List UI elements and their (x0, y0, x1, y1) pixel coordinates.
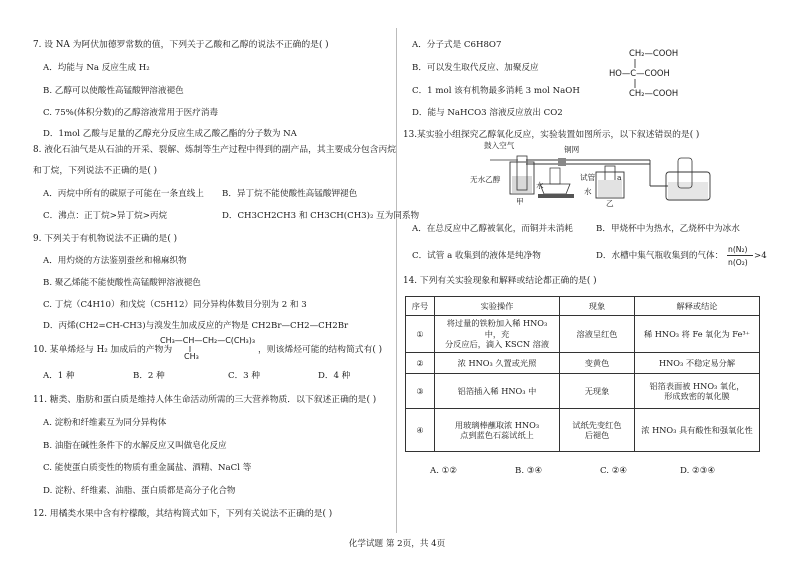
q9-stem: 9. 下列关于有机物说法不正确的是( ) (33, 234, 178, 244)
row-conclusion: HNO₃ 不稳定易分解 (635, 353, 760, 374)
q7-stem: 7. 设 NA 为阿伏加德罗常数的值，下列关于乙酸和乙醇的说法不正确的是( ) (33, 40, 329, 50)
q8-stem-line1: 8. 液化石油气是从石油的开采、裂解、炼制等生产过程中得到的副产品，其主要成分包含丙烷 (33, 145, 397, 155)
citric-row-2: HO—C—COOH (609, 68, 670, 78)
q14-table (405, 296, 760, 452)
citric-row-1: CH₂—COOH (629, 48, 679, 58)
row-number: ③ (406, 374, 435, 409)
label-test-tube: 试管 (580, 173, 596, 182)
header-number: 序号 (406, 297, 435, 316)
row-number: ② (406, 353, 435, 374)
citric-bonds (605, 48, 715, 104)
conclusion-line: 形成致密的氧化膜 (664, 391, 730, 401)
q9-option-d: D．丙烯(CH2=CH-CH3)与溴发生加成反应的产物是 CH2Br—CH2—CH2Br (43, 321, 349, 331)
q13-stem: 13.某实验小组探究乙醇氧化反应，实验装置如图所示，以下叙述错误的是( ) (403, 130, 700, 140)
row-phenomenon (560, 409, 635, 452)
header-phenomenon: 现象 (560, 297, 635, 316)
q10-stem-b: ，则该烯烃可能的结构简式有( ) (258, 345, 383, 355)
q10-branch-bond (160, 337, 260, 363)
row-conclusion: 浓 HNO₃ 具有酸性和强氧化性 (635, 409, 760, 452)
q14-option-d: D. ②③④ (680, 466, 716, 476)
q14-stem: 14. 下列有关实验现象和解释或结论都正确的是( ) (403, 276, 597, 286)
row-conclusion: 稀 HNO₃ 将 Fe 氧化为 Fe³⁺ (635, 316, 760, 353)
q11-stem: 11. 糖类、脂肪和蛋白质是维持人体生命活动所需的三大营养物质．以下叙述正确的是( ) (33, 395, 377, 405)
q7-option-c: C. 75%(体积分数)的乙醇溶液常用于医疗消毒 (43, 108, 219, 118)
label-beaker-yi: 乙 (606, 199, 614, 208)
q11-option-a: A. 淀粉和纤维素互为同分异构体 (43, 418, 167, 428)
q10-stem-a: 10. 某单烯烃与 H₂ 加成后的产物为 (33, 345, 173, 355)
q12-stem: 12. 用橘类水果中含有柠檬酸，其结构简式如下，下列有关说法不正确的是( ) (33, 509, 333, 519)
table-header-row (406, 297, 760, 316)
table-row (406, 316, 760, 353)
row-number: ④ (406, 409, 435, 452)
q10-option-d: D．4 种 (318, 371, 351, 381)
q8-option-d: D．CH3CH2CH3 和 CH3CH(CH3)₂ 互为同系物 (222, 211, 420, 221)
label-tube-a: a (617, 173, 622, 182)
header-conclusion: 解释或结论 (635, 297, 760, 316)
operation-line: 用玻璃棒蘸取浓 HNO₃ (454, 419, 540, 430)
q11-option-c: C. 能使蛋白质变性的物质有重金属盐、酒精、NaCl 等 (43, 463, 252, 473)
q13-fraction-numerator: n(N₂) (728, 245, 748, 254)
q10-structure (160, 337, 260, 363)
q11-option-d: D. 淀粉、纤维素、油脂、蛋白质都是高分子化合物 (43, 486, 236, 496)
row-operation (435, 409, 560, 452)
row-number: ① (406, 316, 435, 353)
operation-line: 点到蓝色石蕊试纸上 (460, 430, 534, 440)
q9-option-b: B. 聚乙烯能不能使酸性高锰酸钾溶液褪色 (43, 278, 201, 288)
operation-line: 将过量的铁粉加入稀 HNO₃ 中，充 (446, 318, 548, 339)
q8-option-a: A．丙烷中所有的碳原子可能在一条直线上 (43, 189, 204, 199)
q13-fraction-denominator: n(O₂) (728, 258, 748, 267)
label-water-2: 水 (584, 187, 592, 196)
phenomenon-line: 试纸先变红色 (572, 419, 622, 430)
page-footer: 化学试题 第 2页，共 4页 (348, 539, 446, 549)
q13-fraction-bar (727, 255, 753, 256)
q10-option-a: A．1 种 (43, 371, 75, 381)
q7-option-d: D．1mol 乙酸与足量的乙醇充分反应生成乙酸乙酯的分子数为 NA (43, 129, 297, 139)
q10-chain-branch: CH₃ (184, 352, 199, 361)
table-row (406, 409, 760, 452)
q10-option-b: B．2 种 (133, 371, 165, 381)
q13-apparatus-diagram (470, 141, 750, 208)
q12-option-a: A．分子式是 C6H8O7 (412, 40, 502, 50)
label-air-inlet: 鼓入空气 (484, 141, 515, 150)
q13-option-d-comparison: >4 (754, 251, 767, 261)
table-row (406, 374, 760, 409)
label-beaker-jia: 甲 (516, 197, 524, 206)
q12-option-d: D．能与 NaHCO3 溶液反应放出 CO2 (412, 108, 563, 118)
q10-option-c: C．3 种 (228, 371, 260, 381)
citric-acid-structure (605, 48, 715, 104)
row-operation (435, 316, 560, 353)
phenomenon-line: 后褪色 (584, 430, 610, 440)
conclusion-line: 铝箔表面被 HNO₃ 氧化， (649, 380, 745, 391)
column-divider (396, 28, 397, 533)
row-operation: 浓 HNO₃ 久置或光照 (435, 353, 560, 374)
q13-option-b: B．甲烧杯中为热水，乙烧杯中为冰水 (596, 224, 740, 234)
row-operation: 铝箔插入稀 HNO₃ 中 (435, 374, 560, 409)
label-water-1: 水 (536, 181, 544, 190)
q13-option-a: A．在总反应中乙醇被氧化，而铜并未消耗 (412, 224, 573, 234)
q14-option-a: A. ①② (430, 466, 458, 476)
q9-option-c: C. 丁烷（C4H10）和戊烷（C5H12）同分异构体数目分别为 2 和 3 (43, 300, 307, 310)
row-phenomenon: 溶液呈红色 (560, 316, 635, 353)
q7-option-b: B. 乙醇可以使酸性高锰酸钾溶液褪色 (43, 86, 184, 96)
q8-option-c: C．沸点：正丁烷>异丁烷>丙烷 (43, 211, 168, 221)
q11-option-b: B. 油脂在碱性条件下的水解反应又叫做皂化反应 (43, 441, 227, 451)
label-copper-mesh: 铜网 (564, 145, 580, 154)
q12-option-c: C．1 mol 该有机物最多消耗 3 mol NaOH (412, 86, 580, 96)
row-phenomenon: 变黄色 (560, 353, 635, 374)
header-operation: 实验操作 (435, 297, 560, 316)
q7-option-a: A．均能与 Na 反应生成 H₂ (43, 63, 150, 73)
label-ethanol: 无水乙醇 (470, 175, 501, 184)
q12-option-b: B．可以发生取代反应、加聚反应 (412, 63, 539, 73)
citric-row-3: CH₂—COOH (629, 88, 679, 98)
q10-chain-main: CH₃—CH—CH₂—C(CH₃)₃ (160, 336, 256, 345)
q13-option-c: C．试管 a 收集到的液体是纯净物 (412, 251, 541, 261)
q14-option-c: C. ②④ (600, 466, 628, 476)
row-phenomenon: 无现象 (560, 374, 635, 409)
q9-option-a: A．用灼烧的方法鉴别蚕丝和棉麻织物 (43, 256, 187, 266)
operation-line: 分反应后，滴入 KSCN 溶液 (444, 339, 550, 350)
row-conclusion (635, 374, 760, 409)
q14-option-b: B. ③④ (515, 466, 543, 476)
q8-stem-line2: 和丁烷，下列说法不正确的是( ) (33, 166, 158, 176)
q8-option-b: B．异丁烷不能使酸性高锰酸钾褪色 (222, 189, 358, 199)
table-row (406, 353, 760, 374)
q13-option-d-text: D．水槽中集气瓶收集到的气体： (596, 251, 724, 261)
